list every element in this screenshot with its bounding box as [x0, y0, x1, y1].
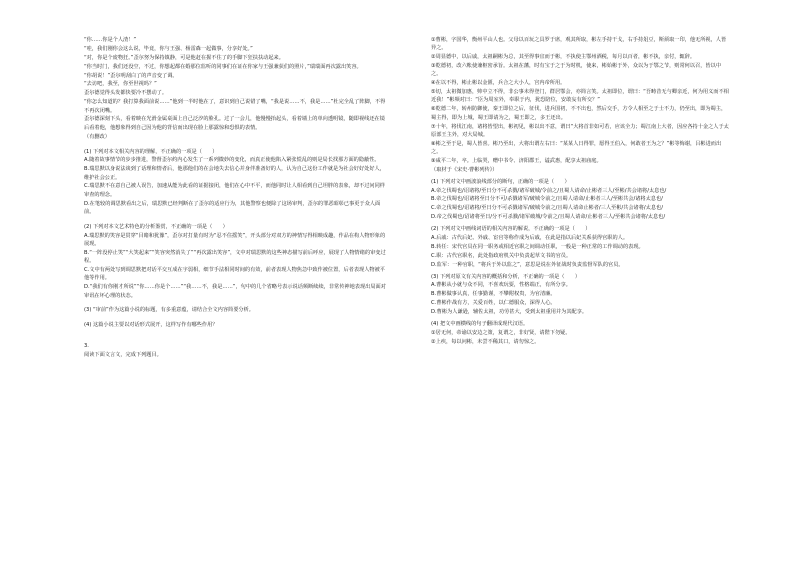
- passage-line: 歪尔德深刻下头，看着映在光滑金属桌面上自己泛汐的脸孔。过了一会儿，他慢慢抬起头，看着墙上的单向透明镜，随即视线还在镜后看着他，他想象得到自己因为他的背信而出现在脸上那露惊和恐惧的表情。: [84, 116, 385, 131]
- classical-paragraph: ⑤切，太祖微加惠，帅中立不得，非公事未得登门，群居鄂会，亦简言笑。太祖即位，谓曰：“吾畴昔无与卿亲近，何为用义而不相近我！”彬频对曰：“臣为周室外，奉职于内，犹恐陪位，安敢妄有所交？”: [431, 89, 729, 104]
- classical-paragraph: ⑧彬之至于是，蜀人皆喜。彬乃至出，大将出谓左右曰：“某某人日得罪，愿得王伯入，何敢者王为之？”彬等悔谢，吕彬进而出之。: [431, 140, 722, 156]
- left-column: [84, 36, 386, 360]
- passage-line: “你胡说！”歪尔明刮白了的声音变了调。: [84, 72, 178, 79]
- question-3-option-a: A.曹彬从小就与众不同，不喜欢玩耍，性格端正，有所分享。: [431, 282, 571, 289]
- section-number: 3.: [84, 343, 89, 350]
- question-2-option-b: B.转任：宋代官员在同一职务或相近官职之间调动任职，一般是一种正常的工作调动的表现。: [431, 243, 644, 250]
- question-3-stem: (3) 下列对原文有关内容的概括和分析，不正确的一项是（ ）: [431, 273, 581, 280]
- question-2-option-a: A.瑞思默的笑容是贯穿“目睹和犹豫”，歪尔对打量有时为“忍不住摇笑”，开头部分对双方的神情写得相映成趣，作品在构人物形象的展现。: [84, 232, 386, 248]
- question-1-option-d: D.帝之伐蜀也/诏诸将至日/分不可杀戮/诸军破城/令前之/且蜀人请命/止彬者三人/至彬共会诸将/太息也/: [431, 214, 666, 221]
- passage-line: “去访吧，我至，你至世视吗？”: [84, 81, 157, 88]
- right-column: [431, 36, 731, 347]
- question-1-option-a: A.帝之伐蜀也/诏诸将/至日分不可杀戮/诸军破城/令前之/且蜀人请命/止彬者三人/至彬/共会诸将/太息也/: [431, 187, 667, 194]
- question-2-option-c: C.职：古代官职名，此处指政府机关中负责起草文书的官员。: [431, 252, 572, 259]
- classical-paragraph: ③乾德初，改六帐使兼枢密承旨。太祖在藩，时有宝于之于为时机，使来，彬始彬于外，众以为于鄂之节，则常何以召，皆以中之。: [431, 63, 721, 78]
- source-note: （有删改）: [84, 133, 110, 140]
- classical-paragraph: ⑨咸平二年，卒。上临哭，赠中书令、济阳郡王，谥武惠，配享太祖庙庭。: [431, 157, 602, 164]
- question-1-option-c: C.帝之伐蜀也/诏诸将/至日分不可杀戮诸军/破城令前之/且蜀人请命止彬者/三人至彬/共会诸将/太息也/: [431, 205, 663, 212]
- passage-line: “对，你是个废物狂。”歪尔努为保持镇静，可是他赶在握不住了的手脚下狂扶扶动起来。: [84, 54, 284, 61]
- question-2-option-d: D.“我们有你刚才所说”“你……你是个……”“我……不，我是……”，句中的几个省略号表示说话频断续续，非常传神地表现出局面对审讯在坏心理的状态。: [84, 284, 386, 299]
- question-2-stem: (2) 下列对文中画线词语的相关内容的解说，不正确的一项是（ ）: [431, 226, 591, 233]
- question-4-stem: (4) 这篇小说主要以对话形式展开，这样写作有哪些作用？: [84, 322, 218, 329]
- question-1-option-a: A.随着故事情节的步步推进，警督歪尔约内心发生了一系列微妙的变化，而真正使他陷入紧张慌乱的则是局长找那方面的隐蔽性。: [84, 157, 380, 164]
- section-instruction: 阅读下面文言文，完成下列题目。: [84, 352, 162, 359]
- translation-sentence-1: ①居无何，帝谕以安边之策，复谓之，非好贤，请陛下勿疑。: [431, 329, 571, 336]
- question-2-option-b: B.“一阵没停止笑”“大笑起来”“笑容突然消失了”“再次露出笑容”，文中对瑞思默的这些神态描写前后呼应，展现了人物情绪的审变过程。: [84, 249, 386, 265]
- classical-paragraph: ①曹彬，字国华，衡州平山人也。父母以百玩之具罗于席，观其所取，彬左手持干戈，右手持俎豆，斯须取一印，他无所视，人皆异之。: [431, 37, 727, 52]
- question-2-option-d: D.监军：一种官职，“将兵于外以监之”，意思是说在外征战时负责监督军队的官员。: [431, 261, 624, 268]
- source-note: （取材于《宋史·曹彬列传》）: [431, 166, 498, 173]
- question-3-option-c: C.曹彬作战有方，关爱百姓，以仁德服众，深得人心。: [431, 300, 556, 307]
- translation-sentence-2: ②上疾，每以问彬，未尝不稀其口，请勿惊之。: [431, 338, 540, 345]
- passage-line: “你怎么知道的？我打算我面前说……”他到一半时他在了，意识到自己说错了嘴，“我是说……不，我是……”杜完全乱了阵脚，不得不再次闭嘴。: [84, 99, 386, 114]
- question-1-option-b: B.帝之伐蜀也/诏诸将至日分不可/杀戮诸军/破城令前之/且蜀人请命/止彬者三人/至彬共会/诸将太息也/: [431, 196, 663, 203]
- question-1-stem: (1) 下列对文中画波浪线部分的断句，正确的一项是（ ）: [431, 178, 570, 185]
- question-1-stem: (1) 下列对本文相关内容的理解，不正确的一项是（ ）: [84, 148, 218, 155]
- classical-paragraph: ④在以不得，彬止彬以金匮，兵合之大小人，宫内帝所用。: [431, 80, 566, 87]
- question-2-stem: (2) 下列对本文艺术特色的分析鉴赏，不正确的一项是（ ）: [84, 223, 228, 230]
- question-3-stem: (3) “审前”作为这篇小说的标题，有多重意蕴，请结合全文内容简要分析。: [84, 307, 254, 314]
- question-3-option-b: B.曹彬做事认真，任事勤谨，不攀附权贵，为官清廉。: [431, 291, 556, 298]
- classical-paragraph: ②周显德中，以后戚，太祖嗣彬为总，其至得事宜而于彬，不执使主鄂州酒税，每月以百者，彬不执，亲付，辄辞。: [431, 54, 696, 61]
- passage-line: “哇，我们刚你会这么说，毕竟，你与王强、杨雷森一起做事，分享好处。”: [84, 45, 253, 52]
- passage-line: “你当时门，我们还没空，不过，你想起都在婚那位监听的同事们在证在你家与王强兼获们的照片，”瑞瑞面再次露出笑容。: [84, 63, 362, 70]
- question-1-option-b: B.瑞思默以身说法谈到了话理和情者后，他那他们的在会地失去信心并身伴准备好的人，认为自己这份工作就是为社会好好处好人，维护社会公正。: [84, 166, 385, 181]
- question-1-option-d: D.在笔较的调思默看出之后，瑞思默已经判断在了歪尔的适应行为，其他警察也便除了这场审判，歪尔的罪恶昭彰已事更于众人面前。: [84, 200, 381, 215]
- question-1-option-c: C.瑞思默不在意自己被人误告，加速从能为此看的证据接闭，他们在心中不平，而他同时让人相看到自己坦胖的表象，却不过问同样审查的理念。: [84, 183, 385, 198]
- question-2-option-a: A.后戚：古代后妃、外戚、宦官等称作成为后戚，在此是指以后妃关系获得官职的人。: [431, 235, 629, 242]
- question-4-stem: (4) 把文中画横线的句子翻译成现代汉语。: [431, 321, 529, 328]
- passage-line: “你……你是个人渣！”: [84, 37, 137, 43]
- classical-paragraph: ⑥乾德二年，转州防御使，秦王即位之后，征伐，进兵国初，不不出也，然后交手，方令人相至之于士不力，仍至出，即为蜀主，蜀主得，即为上城，蜀王即请为之，蜀王即之，多王还出。: [431, 106, 727, 121]
- classical-paragraph: ⑦十年，将伐江南，诸将皆望出，彬初见，彬以出不意，谓曰“大将首非如可若，应该全力；蜀江南上大者，因应各持十金之人于太原部王主外，对大局城。: [431, 123, 729, 138]
- question-3-option-d: D.曹彬为人谦逊，辅佐太祖，功劳甚大，受到太祖重用并为其配享。: [431, 309, 588, 316]
- passage-line: 歪尔德觉得头发都快要冷不摆动了。: [84, 90, 168, 97]
- question-2-option-c: C.文中有两处写到调思默把对话平交互成在字弱相，细节手法相同时间的有效，前者表现人物焦急中致作被位置，后者表现人物被平他等作用。: [84, 267, 385, 282]
